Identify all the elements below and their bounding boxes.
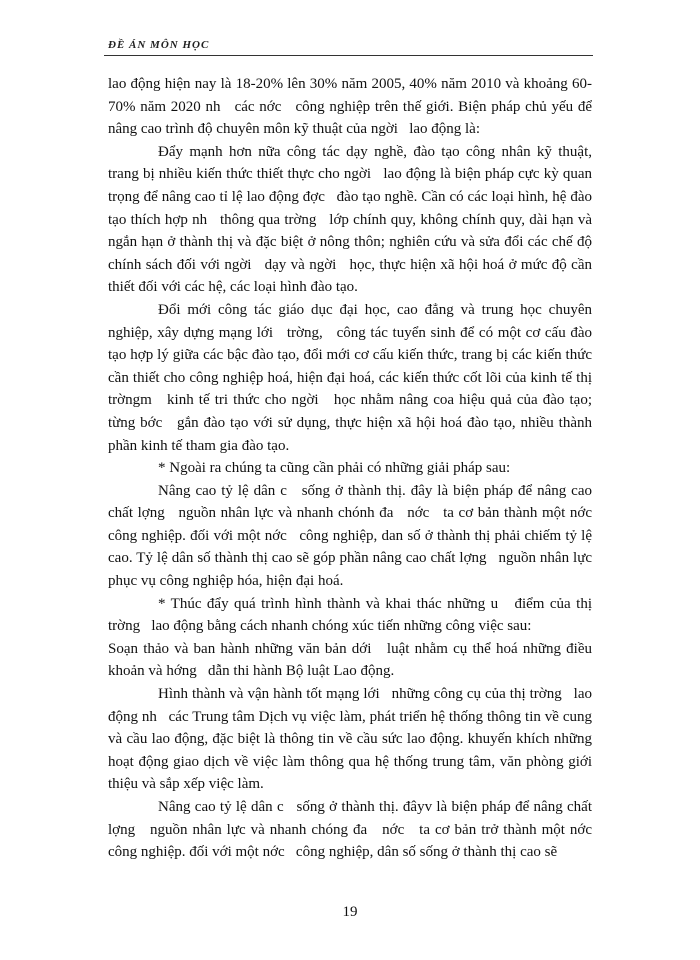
paragraph-urban-population: Nâng cao tỷ lệ dân c sống ở thành thị. đây là biện pháp để nâng cao chất lợng nguồn nhân lực và nhanh chónh đa nớc ta cơ bản thành một nớc công nghiệp. đối với một nớc công nghiệp, dan số ở thành thị phải chiếm tỷ lệ cao. Tỷ lệ dân số thành thị cao sẽ góp phần nâng cao chất lợng nguồn nhân lực phục vụ công nghiệp hóa, hiện đại hoá.: [108, 482, 596, 590]
paragraph-continuation: lao động hiện nay là 18-20% lên 30% năm 2005, 40% năm 2010 và khoảng 60-70% năm 2020 nh các nớc công nghiệp trên thế giới. Biện pháp chủ yếu để nâng cao trình độ chuyên môn kỹ thuật của ngời lao động là:: [108, 76, 596, 138]
header-rule: [104, 55, 593, 56]
paragraph-labor-market: * Thúc đẩy quá trình hình thành và khai thác những u điểm của thị trờng lao động bằng cách nhanh chóng xúc tiến những công việc sau:: [108, 595, 596, 635]
paragraph-urban-population-repeat: Nâng cao tỷ lệ dân c sống ở thành thị. đâyv là biện pháp để nâng chất lợng nguồn nhân lực và nhanh chóng đa nớc ta cơ bản trở thành một nớc công nghiệp. đối với một nớc công nghiệp, dân số sống ở thành thị cao sẽ: [108, 799, 596, 861]
page-number: 19: [342, 904, 358, 920]
paragraph-higher-education-reform: Đổi mới công tác giáo dục đại học, cao đẳng và trung học chuyên nghiệp, xây dựng mạng lới trờng, công tác tuyển sinh để có một cơ cấu đào tạo hợp lý giữa các bậc đào tạo, đổi mới cơ cấu kiến thức, trang bị các kiến thức cần thiết cho công nghiệp hoá, hiện đại hoá, các kiến thức cốt lõi của kinh tế thị trờngm kinh tế tri thức cho ngời học nhằm nâng coa hiệu quả của đào tạo; từng bớc gắn đào tạo với sử dụng, thực hiện xã hội hoá đào tạo, nhiều thành phần kinh tế tham gia đào tạo.: [108, 301, 596, 454]
paragraph-legal-documents: Soạn thảo và ban hành những văn bản dới luật nhằm cụ thể hoá những điều khoản và hớng dẫn thi hành Bộ luật Lao động.: [108, 640, 596, 680]
paragraph-additional-solutions: * Ngoài ra chúng ta cũng cần phải có những giải pháp sau:: [158, 460, 511, 477]
paragraph-vocational-training: Đẩy mạnh hơn nữa công tác dạy nghề, đào tạo công nhân kỹ thuật, trang bị nhiều kiến thức thiết thực cho ngời lao động là biện pháp cực kỳ quan trọng để nâng cao tỉ lệ lao động đợc đào tạo nghề. Cần có các loại hình, hệ đào tạo thích hợp nh thông qua trờng lớp chính quy, không chính quy, dài hạn và ngắn hạn ở thành thị và đặc biệt ở nông thôn; nghiên cứu và sửa đổi các chế độ chính sách đối với ngời dạy và ngời học, thực hiện xã hội hoá ở mức độ cần thiết đối với các hệ, các loại hình đào tạo.: [108, 143, 596, 296]
running-header: ĐỀ ÁN MÔN HỌC: [108, 39, 210, 51]
body-text: [108, 73, 596, 864]
paragraph-employment-network: Hình thành và vận hành tốt mạng lới những công cụ của thị trờng lao động nh các Trung tâm Dịch vụ việc làm, phát triển hệ thống thông tin về cung và cầu lao động, đặc biệt là thông tin về cầu sức lao động. khuyến khích những hoạt động giao dịch về việc làm thông qua hệ thống trung tâm, văn phòng giới thiệu và sắp xếp việc làm.: [108, 686, 596, 793]
